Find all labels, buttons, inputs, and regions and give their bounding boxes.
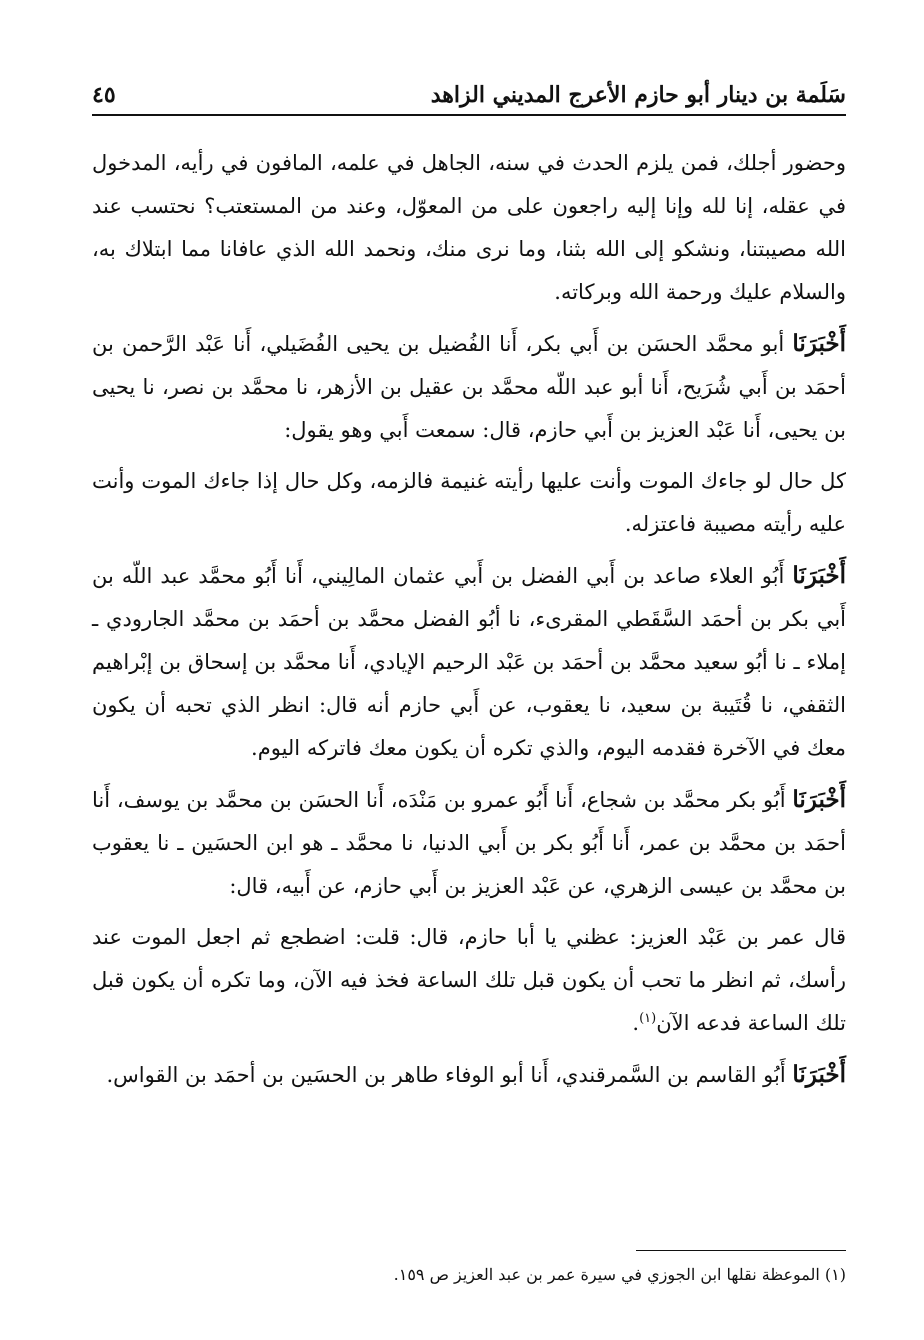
page-body — [92, 142, 846, 1105]
paragraph-text: وحضور أجلك، فمن يلزم الحدث في سنه، الجاهل في علمه، المافون في رأيه، المدخول في عقله، إنا لله وإنا إليه راجعون على من المعوّل، وعند من المستعتب؟ نحتسب عند الله مصيبتنا، ونشكو إلى الله بثنا، وما نرى منك، ونحمد الله الذي عافانا مما ابتلاك به، والسلام عليك ورحمة الله وبركاته. — [92, 151, 846, 304]
akhbarana-lead: أَخْبَرَنَا — [792, 1061, 846, 1088]
running-title: سَلَمة بن دينار أبو حازم الأعرج المديني الزاهد — [430, 82, 846, 108]
paragraph — [92, 322, 846, 452]
page-header — [92, 74, 846, 116]
footnote: (١) الموعظة نقلها ابن الجوزي في سيرة عمر بن عبد العزيز ص ١٥٩. — [393, 1265, 846, 1284]
akhbarana-lead: أَخْبَرَنَا — [792, 330, 846, 357]
paragraph-text: أَبُو القاسم بن السَّمرقندي، أَنا أبو الوفاء طاهر بن الحسَين بن أحمَد بن القواس. — [106, 1063, 793, 1087]
paragraph-text: قال عمر بن عَبْد العزيز: عظني يا أبا حازم، قال: قلت: اضطجع ثم اجعل الموت عند رأسك، ثم انظر ما تحب أن يكون قبل تلك الساعة فخذ فيه الآن، وما تكره أن يكون قبل تلك الساعة فدعه الآن — [92, 925, 846, 1035]
paragraph — [92, 1053, 846, 1097]
paragraph-tail: . — [632, 1011, 640, 1035]
akhbarana-lead: أَخْبَرَنَا — [792, 786, 846, 813]
footnote-reference[interactable]: (١) — [639, 1011, 657, 1026]
paragraph — [92, 916, 846, 1045]
paragraph — [92, 460, 846, 546]
paragraph-text: أبو محمَّد الحسَن بن أَبي بكر، أَنا الفُضيل بن يحيى الفُضَيلي، أَنا عَبْد الرَّحمن بن أحمَد بن أَبي شُرَيح، أَنا أبو عبد اللّه محمَّد بن عقيل بن الأزهر، نا محمَّد بن نصر، نا يحيى بن يحيى، أَنا عَبْد العزيز بن أَبي حازم، قال: سمعت أَبي وهو يقول: — [92, 332, 846, 442]
paragraph-text: أَبُو بكر محمَّد بن شجاع، أَنا أَبُو عمرو بن مَنْدَه، أَنا الحسَن بن محمَّد بن يوسف، أَنا أحمَد بن محمَّد بن عمر، أَنا أَبُو بكر بن أَبي الدنيا، نا محمَّد ـ هو ابن الحسَين ـ نا يعقوب بن محمَّد بن عيسى الزهري، عن عَبْد العزيز بن أَبي حازم، عن أَبيه، قال: — [92, 788, 846, 898]
footnote-divider — [636, 1250, 846, 1251]
paragraph — [92, 554, 846, 770]
paragraph-text: أَبُو العلاء صاعد بن أَبي الفضل بن أَبي عثمان المالِيني، أَنا أَبُو محمَّد عبد اللّه بن أَبي بكر بن أحمَد السَّقَطي المقرىء، نا أبُو الفضل محمَّد بن أحمَد بن محمَّد الجارودي ـ إملاء ـ نا أبُو سعيد محمَّد بن أحمَد بن عَبْد الرحيم الإيادي، أَنا محمَّد بن إسحاق بن إبْراهيم الثقفي، نا قُتَيبة بن سعيد، نا يعقوب، عن أَبي حازم أنه قال: انظر الذي تحبه أن يكون معك في الآخرة فقدمه اليوم، والذي تكره أن يكون معك فاتركه اليوم. — [92, 564, 846, 760]
paragraph — [92, 778, 846, 908]
paragraph — [92, 142, 846, 314]
akhbarana-lead: أَخْبَرَنَا — [792, 562, 846, 589]
page-number: ٤٥ — [92, 82, 116, 108]
paragraph-text: كل حال لو جاءك الموت وأنت عليها رأيته غنيمة فالزمه، وكل حال إذا جاءك الموت وأنت عليه رأيته مصيبة فاعتزله. — [92, 469, 846, 536]
